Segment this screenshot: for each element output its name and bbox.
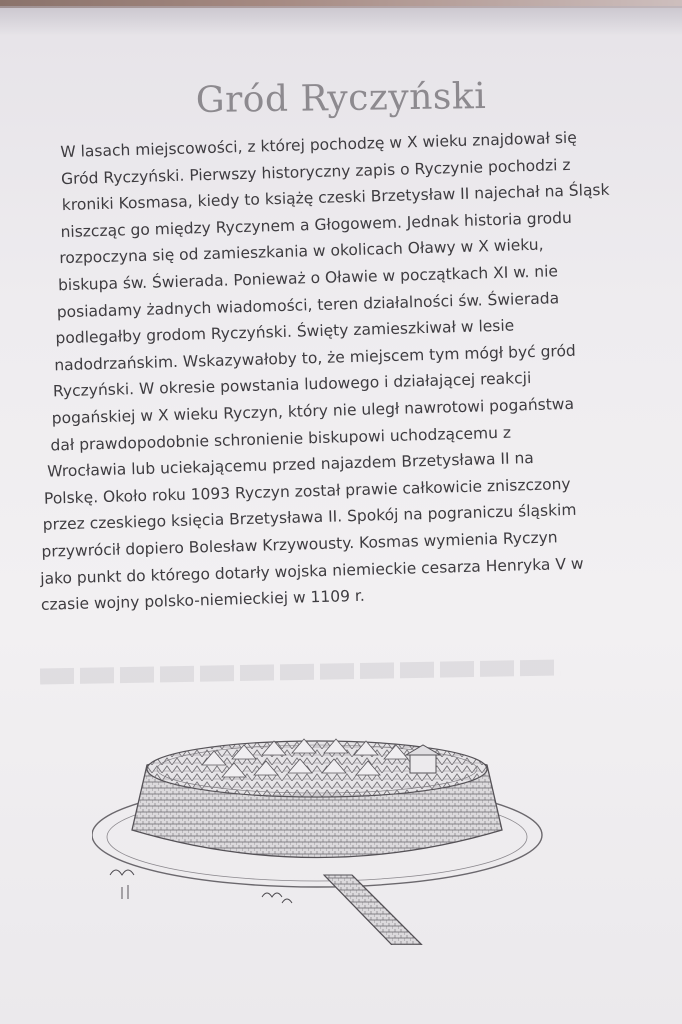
text-line: kroniki Kosmasa, kiedy to książę czeski Brzetysław II najechał na Śląsk: [61, 180, 610, 215]
text-line: dał prawdopodobnie schronienie biskupowi uchodzącemu z: [50, 423, 512, 455]
text-line: posiadamy żadnych wiadomości, teren działalności św. Świerada: [56, 288, 560, 321]
bleed-through-text: [40, 659, 560, 684]
text-line: rozpoczyna się od zamieszkania w okolicach Oławy w X wieku,: [59, 236, 544, 268]
paper-shadow: [0, 6, 682, 36]
body-paragraph: [28, 123, 651, 619]
text-line: podlegałby grodom Ryczyński. Święty zamieszkiwał w lesie: [55, 316, 515, 348]
text-line: Ryczyński. W okresie powstania ludowego i działającej reakcji: [52, 369, 532, 401]
text-line: pogańskiej w X wieku Ryczyn, który nie uległ nawrotowi pogaństwa: [51, 394, 575, 428]
text-line: nadodrzańskim. Wskazywałoby to, że miejscem tym mógł być gród: [54, 341, 576, 375]
page-title: Gród Ryczyński: [195, 75, 487, 122]
text-line: Gród Ryczyński. Pierwszy historyczny zapis o Ryczynie pochodzi z: [60, 155, 571, 188]
text-line: jako punkt do którego dotarły wojska niemieckie cesarza Henryka V w: [39, 554, 584, 588]
text-line: przez czeskiego księcia Brzetysława II. Spokój na pograniczu śląskim: [42, 501, 577, 535]
text-line: Polskę. Około roku 1093 Ryczyn został prawie całkowicie zniszczony: [43, 474, 571, 508]
fortified-settlement-drawing-icon: [92, 725, 552, 945]
text-line: Wrocławia lub uciekającemu przed najazdem Brzetysława II na: [47, 449, 535, 481]
text-line: przywrócił dopiero Bolesław Krzywousty. Kosmas wymienia Ryczyn: [41, 528, 558, 561]
text-line: biskupa św. Świerada. Ponieważ o Oławie w początkach XI w. nie: [57, 262, 559, 295]
text-line: czasie wojny polsko-niemieckiej w 1109 r.: [40, 586, 366, 614]
text-line: W lasach miejscowości, z której pochodzę w X wieku znajdował się: [60, 128, 577, 162]
text-line: niszcząc go między Ryczynem a Głogowem. Jednak historia grodu: [60, 208, 573, 241]
